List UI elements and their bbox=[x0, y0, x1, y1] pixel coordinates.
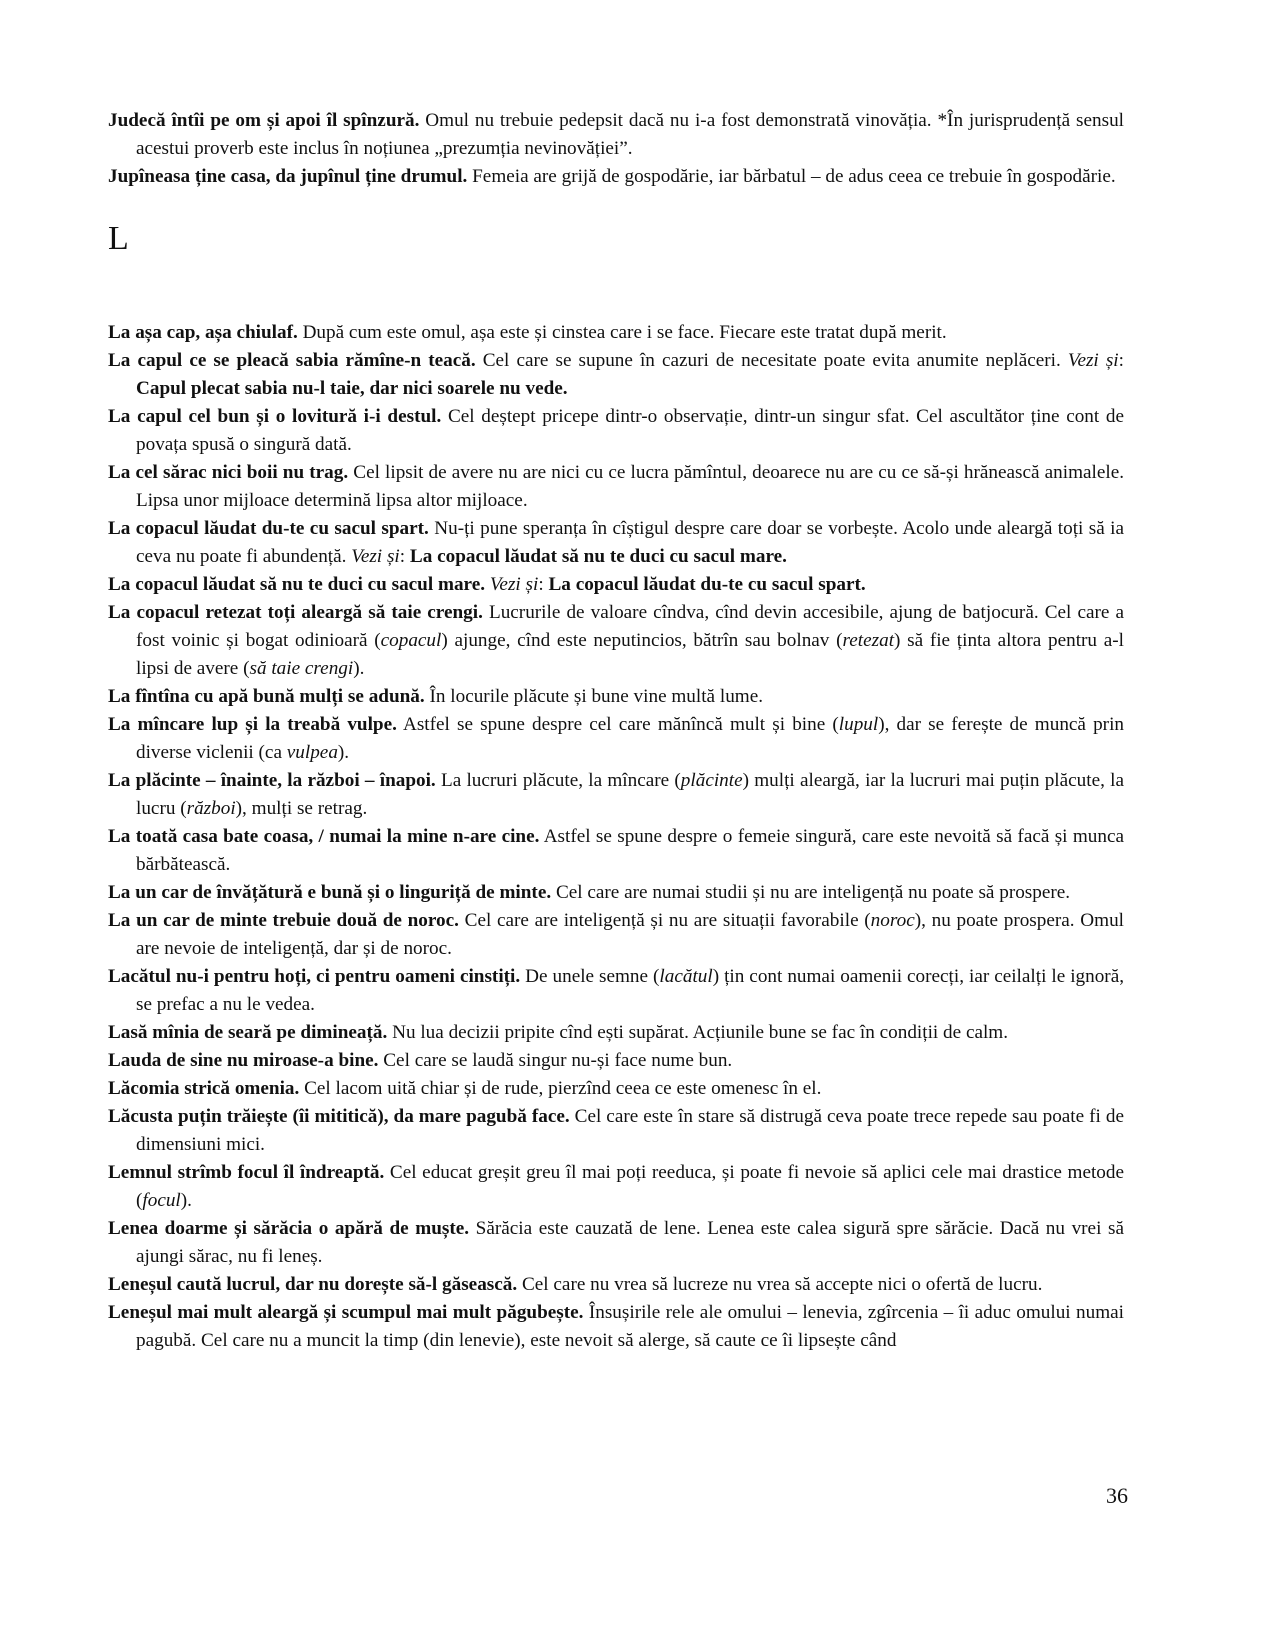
italic-term: război bbox=[186, 798, 236, 819]
proverb-entry bbox=[108, 107, 1124, 163]
proverb-explanation: Cel care nu vrea să lucreze nu vrea să accepte nici o ofertă de lucru. bbox=[517, 1274, 1043, 1295]
italic-term: lacătul bbox=[659, 966, 713, 987]
proverb-headword: La așa cap, așa chiulaf. bbox=[108, 322, 298, 343]
proverb-explanation: Cel care se supune în cazuri de necesitate poate evita anumite neplăceri. bbox=[475, 350, 1068, 371]
proverb-explanation: ). bbox=[337, 742, 350, 763]
proverb-explanation: Astfel se spune despre o femeie singură, care este nevoită să facă și munca bărbătească. bbox=[136, 826, 1124, 875]
proverb-headword: La copacul lăudat du-te cu sacul spart. bbox=[108, 518, 429, 539]
italic-term: Vezi și bbox=[489, 574, 539, 595]
proverb-headword: Leneșul caută lucrul, dar nu dorește să-l găsească. bbox=[108, 1274, 518, 1295]
proverb-headword: La fîntîna cu apă bună mulți se adună. bbox=[108, 686, 425, 707]
proverb-headword: Lenea doarme și sărăcia o apără de muște. bbox=[108, 1218, 470, 1239]
proverb-entry bbox=[108, 571, 1124, 599]
proverb-entry bbox=[108, 1159, 1124, 1215]
proverb-headword: La un car de minte trebuie două de noroc. bbox=[108, 910, 459, 931]
italic-term: retezat bbox=[842, 630, 895, 651]
proverb-entry bbox=[108, 459, 1124, 515]
proverb-explanation: Lucrurile de valoare cîndva, cînd devin accesibile, ajung de batjocură. Cel care a fost voinic și bogat odinioară ( bbox=[136, 602, 1124, 651]
proverb-headword: Lemnul strîmb focul îl îndreaptă. bbox=[108, 1162, 385, 1183]
page-number: 36 bbox=[1106, 1483, 1128, 1508]
proverb-entry bbox=[108, 319, 1124, 347]
proverb-explanation: Astfel se spune despre cel care mănîncă mult și bine ( bbox=[396, 714, 839, 735]
proverb-explanation: ) țin cont numai oamenii corecți, iar ceilalți le ignoră, se prefac a nu le vedea. bbox=[136, 966, 1125, 1015]
proverb-headword: Capul plecat sabia nu-l taie, dar nici soarele nu vede. bbox=[136, 378, 568, 399]
proverb-explanation: ). bbox=[353, 658, 365, 679]
proverb-explanation: Cel lipsit de avere nu are nici cu ce lucra pămîntul, deoarece nu are cu ce să-și hrănească animalele. Lipsa unor mijloace determină lipsa altor mijloace. bbox=[136, 462, 1125, 511]
proverb-entry bbox=[108, 1075, 1124, 1103]
proverb-headword: La capul cel bun și o lovitură i-i destul. bbox=[108, 406, 442, 427]
proverb-headword: La copacul retezat toți aleargă să taie crengi. bbox=[108, 602, 483, 623]
proverb-explanation: Cel educat greșit greu îl mai poți reeduca, și poate fi nevoie să aplici cele mai drastice metode ( bbox=[136, 1162, 1124, 1211]
proverb-headword: Lăcomia strică omenia. bbox=[108, 1078, 300, 1099]
proverb-headword: La copacul lăudat să nu te duci cu sacul mare. bbox=[409, 546, 787, 567]
proverb-explanation: În locurile plăcute și bune vine multă lume. bbox=[424, 686, 764, 707]
italic-term: copacul bbox=[380, 630, 442, 651]
proverb-entry bbox=[108, 515, 1124, 571]
proverb-entry bbox=[108, 1103, 1124, 1159]
proverb-explanation: ), nu poate prospera. Omul are nevoie de inteligență, dar și de noroc. bbox=[136, 910, 1124, 959]
proverb-entry bbox=[108, 403, 1124, 459]
proverb-entry bbox=[108, 599, 1124, 683]
proverb-entry bbox=[108, 1215, 1124, 1271]
proverb-entry bbox=[108, 907, 1124, 963]
proverb-headword: La un car de învățătură e bună și o linguriță de minte. bbox=[108, 882, 552, 903]
proverb-explanation: ) mulți aleargă, iar la lucruri mai puțin plăcute, la lucru ( bbox=[136, 770, 1124, 819]
italic-term: plăcinte bbox=[680, 770, 743, 791]
entries-letter-l bbox=[108, 319, 1124, 1355]
section-letter: L bbox=[108, 220, 129, 257]
proverb-explanation: După cum este omul, așa este și cinstea care i se face. Fiecare este tratat după merit. bbox=[297, 322, 947, 343]
proverb-explanation: : bbox=[1118, 350, 1124, 371]
proverb-explanation: Cel lacom uită chiar și de rude, pierzînd ceea ce este omenesc în el. bbox=[299, 1078, 822, 1099]
proverb-entry bbox=[108, 823, 1124, 879]
proverb-headword: Leneșul mai mult aleargă și scumpul mai mult păgubește. bbox=[108, 1302, 584, 1323]
proverb-headword: La mîncare lup și la treabă vulpe. bbox=[108, 714, 397, 735]
proverb-headword: La cel sărac nici boii nu trag. bbox=[108, 462, 349, 483]
proverb-explanation: Cel care se laudă singur nu-și face nume bun. bbox=[378, 1050, 733, 1071]
proverb-entry bbox=[108, 963, 1124, 1019]
proverb-entry bbox=[108, 1271, 1124, 1299]
proverb-entry bbox=[108, 711, 1124, 767]
proverb-explanation: : bbox=[538, 574, 549, 595]
italic-term: Vezi și bbox=[1067, 350, 1119, 371]
proverb-entry bbox=[108, 683, 1124, 711]
proverb-headword: La copacul lăudat să nu te duci cu sacul mare. bbox=[108, 574, 486, 595]
proverb-explanation: Nu-ți pune speranța în cîștigul despre care doar se vorbește. Acolo unde aleargă toți să ia ceva nu poate fi abundență. bbox=[136, 518, 1125, 567]
proverb-headword: Lacătul nu-i pentru hoți, ci pentru oameni cinstiți. bbox=[108, 966, 521, 987]
italic-term: Vezi și bbox=[351, 546, 400, 567]
proverb-explanation: Sărăcia este cauzată de lene. Lenea este calea sigură spre sărăcie. Dacă nu vrei să ajungi sărac, nu fi leneș. bbox=[136, 1218, 1124, 1267]
proverb-headword: Lauda de sine nu miroase-a bine. bbox=[108, 1050, 379, 1071]
proverb-explanation: Cel care este în stare să distrugă ceva poate trece repede sau poate fi de dimensiuni mici. bbox=[136, 1106, 1124, 1155]
proverb-entry bbox=[108, 1047, 1124, 1075]
proverb-headword: La toată casa bate coasa, / numai la mine n-are cine. bbox=[108, 826, 540, 847]
proverb-explanation: Femeia are grijă de gospodărie, iar bărbatul – de adus ceea ce trebuie în gospodărie. bbox=[467, 166, 1116, 187]
proverb-explanation: : bbox=[399, 546, 410, 567]
proverb-entry bbox=[108, 163, 1124, 191]
proverb-entry bbox=[108, 767, 1124, 823]
entries-letter-j bbox=[108, 107, 1124, 191]
proverb-entry bbox=[108, 347, 1124, 403]
proverb-explanation: De unele semne ( bbox=[520, 966, 660, 987]
proverb-explanation: Însușirile rele ale omului – lenevia, zgîrcenia – îi aduc omului numai pagubă. Cel care nu a muncit la timp (din lenevie), este nevoit să alerge, să caute ce îi lipsește când bbox=[136, 1302, 1124, 1351]
proverb-explanation: Nu lua decizii pripite cînd ești supărat. Acțiunile bune se fac în condiții de calm. bbox=[387, 1022, 1009, 1043]
proverb-headword: Jupîneasa ține casa, da jupînul ține drumul. bbox=[108, 166, 468, 187]
proverb-explanation: La lucruri plăcute, la mîncare ( bbox=[435, 770, 681, 791]
proverb-explanation: ) să fie ținta altora pentru a-l lipsi de avere ( bbox=[136, 630, 1124, 679]
proverb-explanation: ) ajunge, cînd este neputincios, bătrîn sau bolnav ( bbox=[441, 630, 843, 651]
proverb-explanation: ), mulți se retrag. bbox=[235, 798, 368, 819]
proverb-headword: Judecă întîi pe om și apoi îl spînzură. bbox=[108, 110, 420, 131]
proverb-headword: La plăcinte – înainte, la război – înapoi. bbox=[108, 770, 436, 791]
proverb-headword: Lăcusta puțin trăiește (îi mititică), da mare pagubă face. bbox=[108, 1106, 570, 1127]
proverb-entry bbox=[108, 879, 1124, 907]
proverb-explanation: Cel care are inteligență și nu are situații favorabile ( bbox=[458, 910, 871, 931]
proverb-entry bbox=[108, 1299, 1124, 1355]
proverb-explanation: Cel care are numai studii și nu are inteligență nu poate să prospere. bbox=[551, 882, 1071, 903]
proverb-explanation: ). bbox=[180, 1190, 192, 1211]
section-gap bbox=[108, 259, 1124, 319]
document-page bbox=[108, 107, 1124, 1355]
italic-term: să taie crengi bbox=[249, 658, 354, 679]
italic-term: focul bbox=[142, 1190, 181, 1211]
italic-term: vulpea bbox=[286, 742, 338, 763]
proverb-explanation: Cel deștept pricepe dintr-o observație, dintr-un singur sfat. Cel ascultător ține cont de povața spusă o singură dată. bbox=[136, 406, 1125, 455]
proverb-explanation: Omul nu trebuie pedepsit dacă nu i-a fost demonstrată vinovăția. *În jurisprudență sensul acestui proverb este inclus în noțiunea „prezumția nevinovăției”. bbox=[136, 110, 1125, 159]
proverb-headword: La capul ce se pleacă sabia rămîne-n teacă. bbox=[108, 350, 476, 371]
proverb-headword: Lasă mînia de seară pe dimineață. bbox=[108, 1022, 388, 1043]
proverb-headword: La copacul lăudat du-te cu sacul spart. bbox=[548, 574, 866, 595]
proverb-entry bbox=[108, 1019, 1124, 1047]
italic-term: noroc bbox=[870, 910, 915, 931]
proverb-explanation: ), dar se ferește de muncă prin diverse viclenii (ca bbox=[136, 714, 1124, 763]
italic-term: lupul bbox=[838, 714, 879, 735]
